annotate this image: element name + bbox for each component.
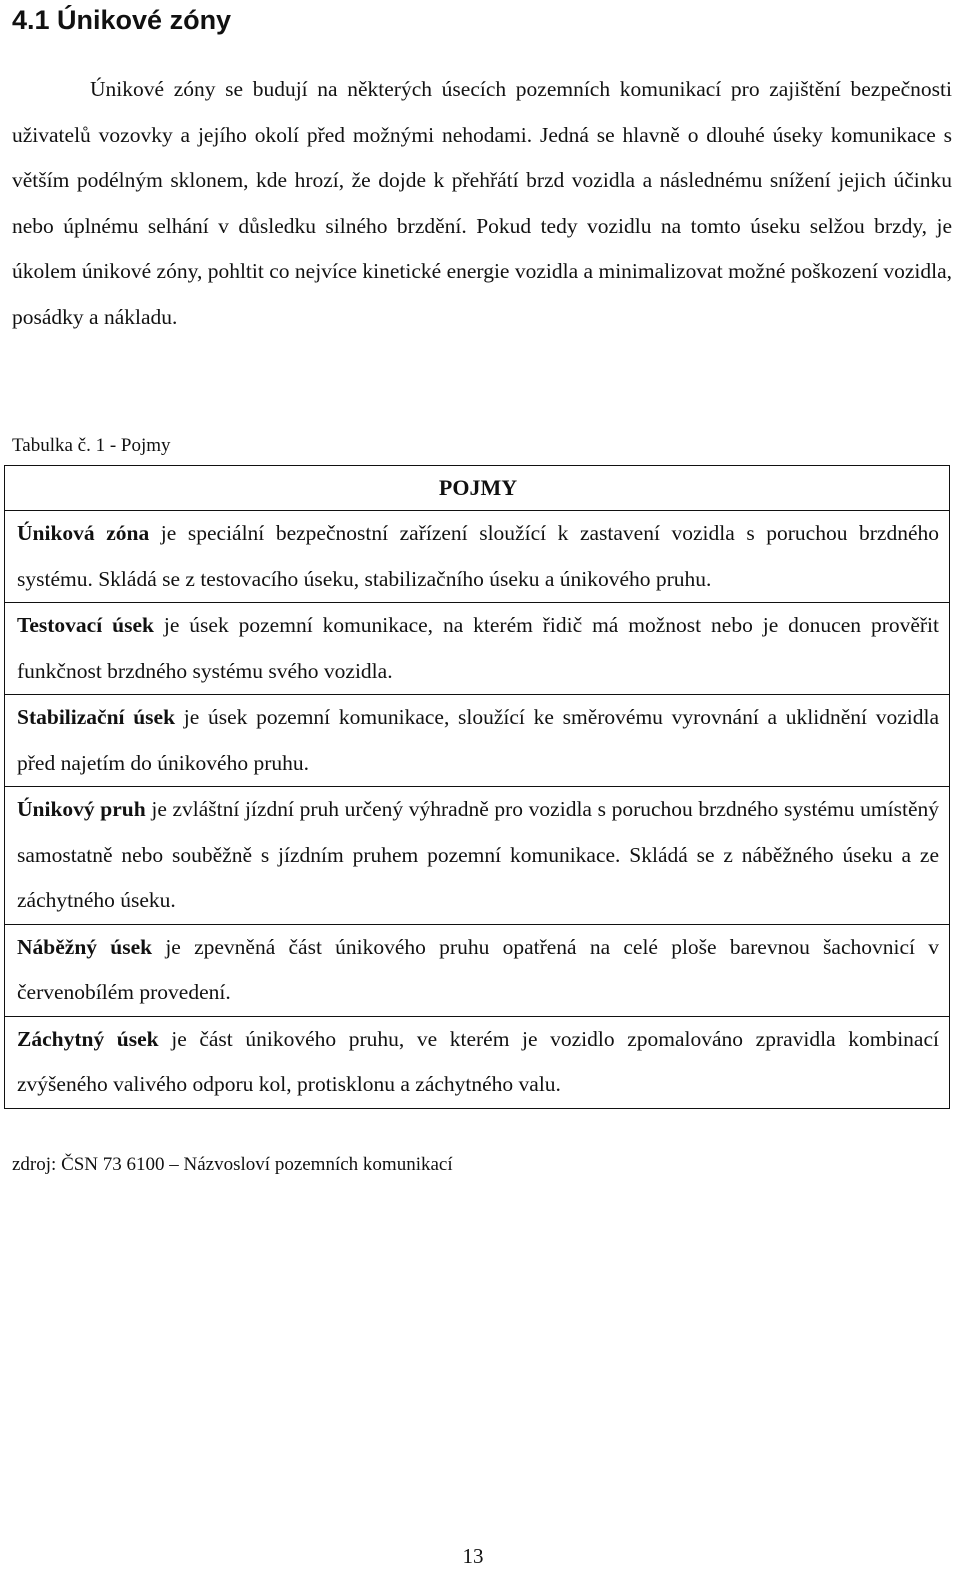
term-name: Úniková zóna [17, 521, 150, 545]
term-name: Stabilizační úsek [17, 705, 176, 729]
term-definition: je speciální bezpečnostní zařízení sloužící k zastavení vozidla s poruchou brzdného systému. Skládá se z testovacího úseku, stabilizačního úseku a únikového pruhu. [17, 521, 939, 591]
term-name: Náběžný úsek [17, 934, 153, 959]
table-header-row [5, 466, 950, 511]
term-cell [5, 924, 950, 1016]
term-name: Únikový pruh [17, 797, 146, 821]
table-row [5, 1016, 950, 1108]
term-cell [5, 1016, 950, 1108]
table-row [5, 695, 950, 787]
term-cell [5, 511, 950, 603]
term-cell [5, 787, 950, 925]
table-row [5, 924, 950, 1016]
term-definition: je úsek pozemní komunikace, na kterém řidič má možnost nebo je donucen prověřit funkčnost brzdného systému svého vozidla. [17, 613, 939, 683]
terms-table [4, 465, 950, 1109]
term-definition: je část únikového pruhu, ve kterém je vozidlo zpomalováno zpravidla kombinací zvýšeného valivého odporu kol, protisklonu a záchytného valu. [17, 1026, 939, 1096]
table-row [5, 787, 950, 925]
term-cell [5, 603, 950, 695]
term-name: Záchytný úsek [17, 1026, 159, 1051]
term-name: Testovací úsek [17, 613, 154, 637]
term-cell [5, 695, 950, 787]
term-definition: je úsek pozemní komunikace, sloužící ke směrovému vyrovnání a uklidnění vozidla před najetím do únikového pruhu. [17, 705, 939, 775]
table-caption: Tabulka č. 1 - Pojmy [12, 435, 171, 456]
table-header: POJMY [5, 466, 950, 511]
page-number: 13 [462, 1544, 484, 1568]
table-source: zdroj: ČSN 73 6100 – Názvosloví pozemních komunikací [12, 1154, 453, 1175]
term-definition: je zpevněná část únikového pruhu opatřená na celé ploše barevnou šachovnicí v červenobílém provedení. [17, 934, 939, 1004]
table-row [5, 511, 950, 603]
intro-paragraph: Únikové zóny se budují na některých úsecích pozemních komunikací pro zajištění bezpečnosti uživatelů vozovky a jejího okolí před možnými nehodami. Jedná se hlavně o dlouhé úseky komunikace s větším podélným sklonem, kde hrozí, že dojde k přehřátí brzd vozidla a následnému snížení jejich účinku nebo úplnému selhání v důsledku silného brzdění. Pokud tedy vozidlu na tomto úseku selžou brzdy, je úkolem únikové zóny, pohltit co nejvíce kinetické energie vozidla a minimalizovat možné poškození vozidla, posádky a nákladu. [12, 77, 952, 329]
term-definition: je zvláštní jízdní pruh určený výhradně pro vozidla s poruchou brzdného systému umístěný samostatně nebo souběžně s jízdním pruhem pozemní komunikace. Skládá se z náběžného úseku a ze záchytného úseku. [17, 797, 939, 912]
table-row [5, 603, 950, 695]
section-heading: 4.1 Únikové zóny [12, 5, 232, 35]
